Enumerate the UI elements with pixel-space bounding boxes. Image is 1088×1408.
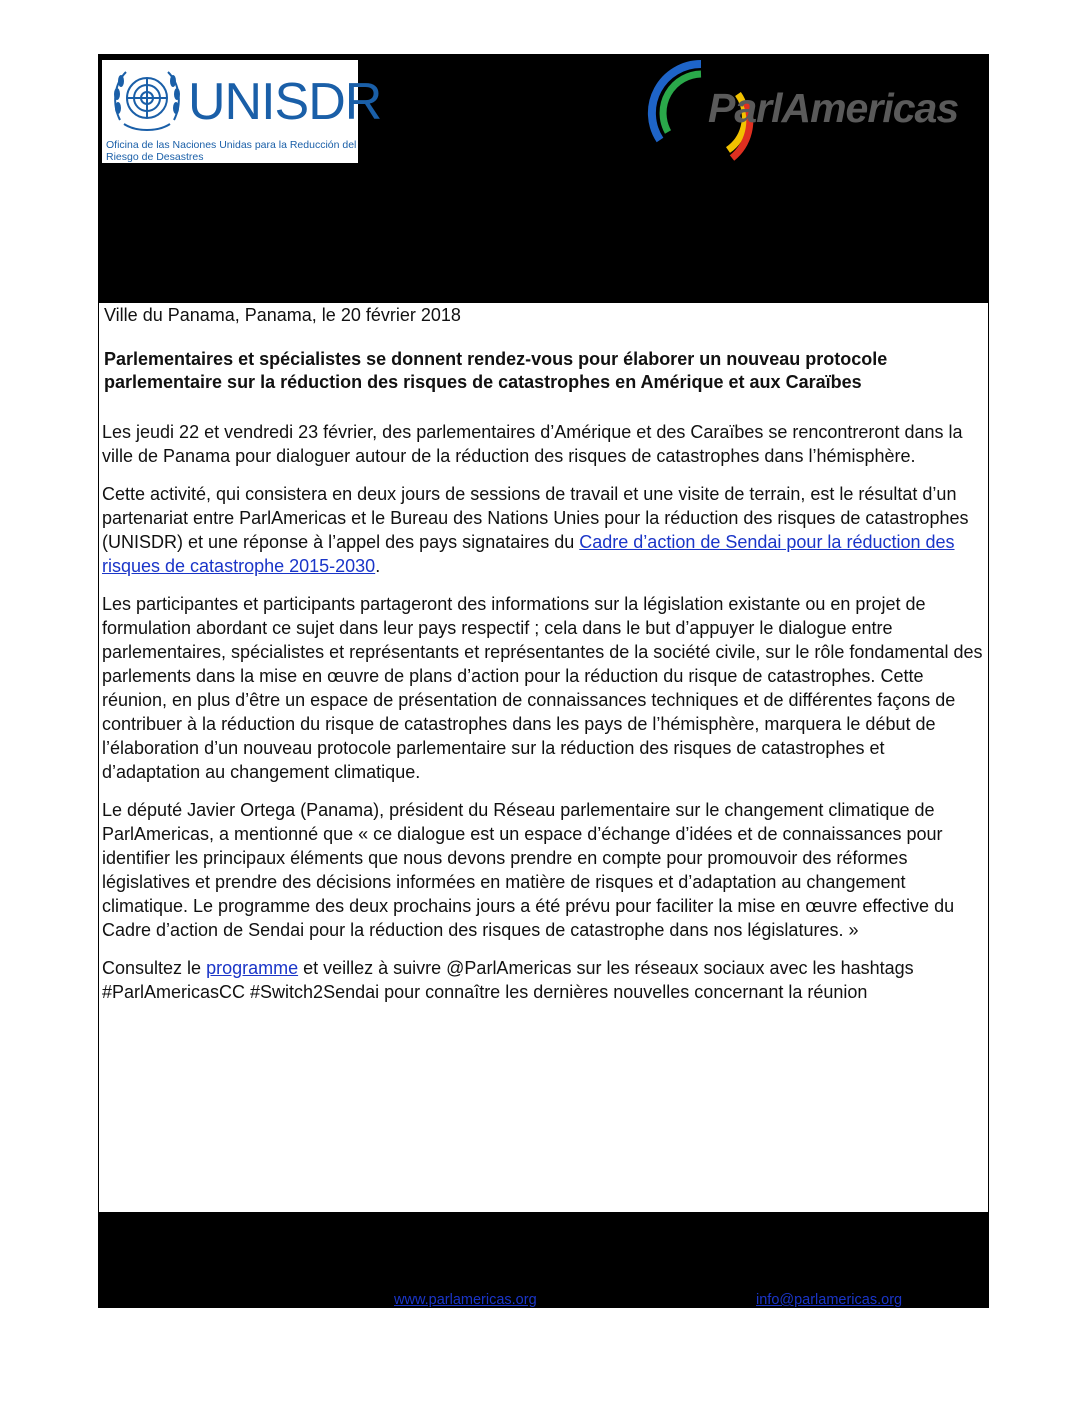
unisdr-wordmark: UNISDR	[188, 73, 382, 131]
dateline: Ville du Panama, Panama, le 20 février 2018	[104, 305, 461, 325]
footer-website-link[interactable]: www.parlamericas.org	[394, 1292, 537, 1308]
parlamericas-wordmark: ParlAmericas	[708, 85, 959, 131]
paragraph-5-end: et veillez à suivre @ParlAmericas sur les réseaux sociaux avec les hashtags #ParlAmericasCC #Switch2Sendai pour connaître les dernières nouvelles concernant la réunion	[102, 958, 914, 1002]
paragraph-1: Les jeudi 22 et vendredi 23 février, des parlementaires d’Amérique et des Caraïbes se rencontreront dans la ville de Panama pour dialoguer autour de la réduction des risques de catastrophes dans l’hémisphère.	[102, 422, 963, 466]
paragraph-5	[102, 956, 984, 1004]
footer-email-link[interactable]: info@parlamericas.org	[756, 1292, 903, 1308]
unisdr-logo	[102, 60, 382, 163]
headline: Parlementaires et spécialistes se donnent rendez-vous pour élaborer un nouveau protocole parlementaire sur la réduction des risques de catastrophes en Amérique et aux Caraïbes	[104, 349, 888, 392]
paragraph-2	[102, 482, 984, 578]
sendai-framework-link[interactable]: Cadre d’action de Sendai pour la réduction des risques de catastrophe 2015-2030	[102, 532, 955, 576]
paragraph-2-text: Cette activité, qui consistera en deux jours de sessions de travail et une visite de terrain, est le résultat d’un partenariat entre ParlAmericas et le Bureau des Nations Unies pour la réduction des risques de catastrophes (UNISDR) et une réponse à l’appel des pays signataires du	[102, 484, 969, 552]
paragraph-4: Le député Javier Ortega (Panama), président du Réseau parlementaire sur le changement climatique de ParlAmericas, a mentionné que « ce dialogue est un espace d’échange d’idées et de connaissances pour identifier les principaux éléments que nous devons prendre en compte pour promouvoir des réformes législatives et prendre des décisions informées en matière de risques et d’adaptation au changement climatique. Le programme des deux prochains jours a été prévu pour faciliter la mise en œuvre effective du Cadre d’action de Sendai pour la réduction des risques de catastrophe dans nos législatures. »	[102, 800, 955, 940]
programme-link[interactable]: programme	[206, 958, 299, 978]
unisdr-subtitle: Oficina de las Naciones Unidas para la Reducción del Riesgo de Desastres	[106, 139, 357, 163]
un-emblem-icon	[106, 64, 188, 136]
paragraph-3: Les participantes et participants partageront des informations sur la législation existante ou en projet de formulation abordant ce sujet dans leur pays respectif ; cela dans le but d’appuyer le dialogue entre parlementaires, spécialistes et représentants et représentantes de la société civile, sur le rôle fondamental des parlements dans la mise en œuvre de plans d’action pour la réduction du risque de catastrophes. Cette réunion, en plus d’être un espace de présentation de connaissances techniques et de différentes façons de contribuer à la réduction du risque de catastrophes dans les pays de l’hémisphère, marquera le début de l’élaboration d’un nouveau protocole parlementaire sur la réduction des risques de catastrophes et d’adaptation au changement climatique.	[102, 594, 983, 782]
paragraph-5-text: Consultez le	[102, 958, 207, 978]
article-body	[102, 420, 984, 1018]
parlamericas-logo	[646, 58, 986, 168]
paragraph-2-end: .	[375, 556, 381, 576]
